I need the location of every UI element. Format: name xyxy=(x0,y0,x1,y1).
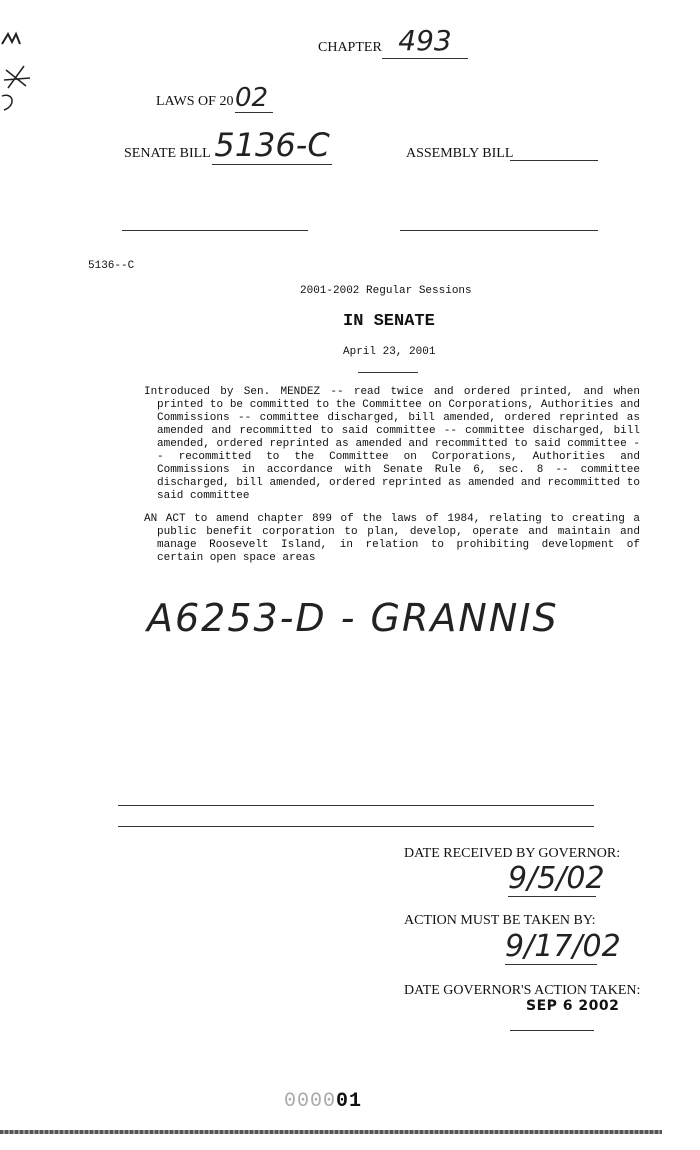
action-deadline-label: ACTION MUST BE TAKEN BY: xyxy=(404,913,596,928)
assembly-bill-label: ASSEMBLY BILL xyxy=(406,146,514,161)
bill-id: 5136--C xyxy=(88,260,135,272)
separator-line-1 xyxy=(118,805,594,806)
laws-of-label: LAWS OF 20 xyxy=(156,94,234,109)
assembly-bill-blank xyxy=(510,146,598,161)
separator-line-2 xyxy=(118,826,594,827)
date-received-value: 9/5/02 xyxy=(508,861,605,896)
chapter-number: 493 xyxy=(382,24,468,59)
introduction-paragraph: Introduced by Sen. MENDEZ -- read twice and ordered printed, and when printed to be committed to the Committee on Corporations, Authorities and Commissions -- committee discharged, bill amended, ordered reprinted as amended and recommitted to said committee -- committee discharged, bill amended, ordered reprinted as amended and recommitted to said committee -- recommitted to the Committee on Corporations, Authorities and Commissions in accordance with Senate Rule 6, sec. 8 -- committee discharged, bill amended, ordered reprinted as amended and recommitted to said committee xyxy=(144,386,640,502)
signature-line-left xyxy=(122,230,308,231)
action-deadline-value: 9/17/02 xyxy=(505,929,621,964)
act-paragraph: AN ACT to amend chapter 899 of the laws of 1984, relating to creating a public benefit corporation to plan, develop, operate and maintain and manage Roosevelt Island, in relation to prohibiting development of certain open space areas xyxy=(144,513,640,564)
page-number-faint: 0000 xyxy=(284,1090,337,1113)
laws-year: 02 xyxy=(235,84,273,113)
session-title: 2001-2002 Regular Sessions xyxy=(300,285,472,297)
action-taken-label: DATE GOVERNOR'S ACTION TAKEN: xyxy=(404,983,641,998)
scan-edge xyxy=(0,1130,662,1134)
action-taken-stamp: SEP 6 2002 xyxy=(526,998,620,1014)
margin-scribble-icon xyxy=(0,30,40,120)
senate-bill-number: 5136-C xyxy=(212,126,332,165)
bill-text xyxy=(144,386,640,575)
handwritten-assembly-reference: A6253-D - GRANNIS xyxy=(147,596,559,640)
date-received-label: DATE RECEIVED BY GOVERNOR: xyxy=(404,846,621,861)
page-number-dark: 01 xyxy=(336,1090,363,1113)
page-number xyxy=(284,1090,362,1113)
chapter-label: CHAPTER xyxy=(318,40,382,55)
signature-line-right xyxy=(400,230,598,231)
action-taken-line xyxy=(510,1030,594,1031)
date-underline xyxy=(358,372,418,373)
senate-bill-label: SENATE BILL xyxy=(124,146,211,161)
introduction-date: April 23, 2001 xyxy=(343,346,436,358)
chamber-heading: IN SENATE xyxy=(343,312,435,331)
